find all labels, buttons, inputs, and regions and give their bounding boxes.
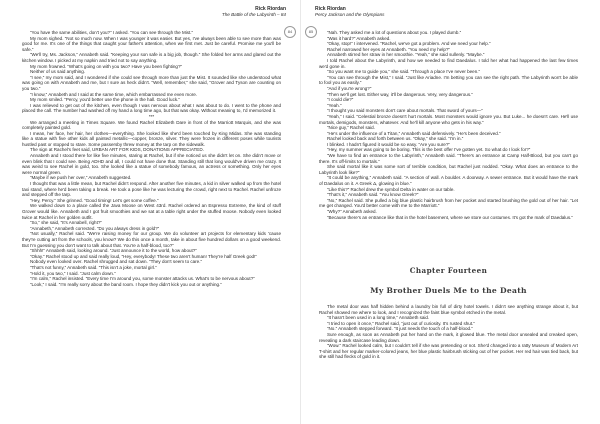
paragraph: “We'll try, Ms. Jackson,” Annabeth said. “Keeping your son safe is a big job, though.” She folded her arms and glared out the kitchen window. I picked at my napkin and tried not to say anything. (22, 52, 281, 63)
right-page (300, 0, 600, 424)
paragraph: I thought that was a little mean, but Rachel didn't respond. After another five minutes, a kid in silver walked up from the hotel taxi stand, where he'd been taking a break. He took a pose like he was lecturing the crowd, right next to Rachel. Rachel unfroze and stepped off the tarp. (22, 181, 281, 198)
paragraph: The sign at Rachel's feet said, URBAN ART FOR KIDS, DONATIONS APPRECIATED. (30, 147, 204, 153)
paragraph: “Like this?” Rachel drew the symbol Delta in water on our table. (327, 186, 455, 192)
paragraph: “Maybe if we push her over,” Annabeth suggested. (30, 175, 132, 181)
header-book-title: The Battle of the Labyrinth – 84 (221, 12, 286, 18)
paragraph: My mom smiled. “Percy, you'd better use the phone in the hall. Good luck.” (30, 97, 180, 103)
header-book-title: Percy Jackson and the Olympians (315, 12, 385, 18)
page-number-marker: 84 (284, 26, 296, 38)
paragraph: “Yeah,” I said. “Celestial bronze doesn't hurt mortals. Most monsters would ignore you. But Luke... he doesn't care. He'll use mortals, demigods, monsters, whatever. And he'll kill anyone who gets in his way.” (319, 113, 578, 125)
paragraph: Sure enough, as soon as Annabeth put her hand on the mark, it glowed blue. The metal door unsealed and creaked open, revealing a dark staircase leading down. (319, 331, 578, 343)
paragraph: “He's under the influence of a Titan,” Annabeth said defensively. “He's been deceived.” (327, 130, 501, 136)
paragraph: I was relieved to get out of the kitchen, even though I was nervous about what I was about to do. I went to the phone and placed the call. The number had washed off my hand a long time ago, but that was okay. Without meaning to, I'd memorized it. (22, 102, 281, 114)
paragraph: “Annabeth,” Annabeth corrected. “Do you always dress in gold?” (30, 225, 160, 231)
paragraph: Annabeth and I stood there for like five minutes, staring at Rachel, but if she noticed us she didn't let on. She didn't move or even blink that I could see. Being ADHD and all, I could not have done that. Standing still that long would've driven me crazy. It was weird to see Rachel in gold, too. She looked like a statue of somebody famous, an actress or something. Only her eyes were normal green. (22, 153, 281, 175)
paragraph: “I tried to open it once,” Rachel said, “just out of curiosity. It's rusted shut.” (327, 320, 475, 326)
paragraph: “No,” Rachel said. She pulled a big blue plastic hairbrush from her pocket and started brushing the gold out of her hair. “Let me get changed. You'd better come with me to the Marriott.” (319, 197, 578, 209)
running-header (315, 7, 384, 17)
paragraph: We walked down to a place called the Java Moose on West 43rd. Rachel ordered an Espresso Extreme, the kind of stuff Grover would like. Annabeth and I got fruit smoothies and we sat at a table right under the stuffed moose. Nobody even looked twice at Rachel in her golden outfit. (22, 203, 281, 220)
page-number-marker: 85 (305, 26, 317, 38)
paragraph: “Was it hard?” Annabeth asked. (327, 35, 391, 41)
paragraph: “I know,” Annabeth and I said at the same time, which embarrassed me even more. (30, 91, 198, 97)
paragraph: “Not usually,” Rachel said. “We're raising money for our group. We do volunteer art projects for elementary kids 'cause they're cutting art from the schools, you know? We do this once a month, take in about five hundred dollars on a good weekend. But I'm guessing you don't want to talk about that. You're a half-blood, too?” (22, 231, 281, 248)
paragraph: “Nice guy,” Rachel said. (327, 125, 375, 131)
paragraph: “Hold it, you two,” I said. “Just calm down.” (30, 270, 116, 276)
paragraph: We arranged a meeting in Times Square. We found Rachel Elizabeth Dare in front of the Marriott Marquis, and she was completely painted gold. (22, 119, 281, 131)
header-author: Rick Riordan (255, 6, 286, 12)
paragraph: “Hey, my summer was going to be boring. This is the best offer I've gotten yet. So what do I look for?” (327, 147, 531, 153)
paragraph: She said mortal like it was some sort of terrible condition, but Rachel just nodded. “Okay. What does an entrance to the Labyrinth look like?” (319, 164, 578, 175)
paragraph: My mom frowned. “What's going on with you two? Have you been fighting?” (30, 63, 183, 69)
paragraph: I told Rachel about the Labyrinth, and how we needed to find Daedalus. I told her what had happened the last few times we'd gone in. (319, 57, 578, 69)
paragraph: “No.” Annabeth stepped forward. “It just needs the touch of a half-blood.” (327, 326, 473, 332)
paragraph: *** (148, 113, 155, 119)
paragraph: “That's not funny,” Annabeth said. “This isn't a joke, mortal girl.” (30, 264, 157, 270)
paragraph: “Shhh!” Annabeth said, looking around. “Just announce it to the world, how about?” (30, 248, 197, 254)
paragraph: “Hey, Percy.” She grinned. “Good timing! Let's get some coffee.” (30, 197, 159, 203)
paragraph: “We have to find an entrance to the Labyrinth,” Annabeth said. “There's an entrance at Camp Half-Blood, but you can't go there. It's off-limits to mortals.” (319, 153, 578, 164)
chapter-label: Chapter Fourteen (409, 266, 488, 275)
chapter-title: My Brother Duels Me to the Death (370, 286, 527, 295)
paragraph: Annabeth stirred her straw in her smoothie. “Yeah,” she said sullenly. “Maybe.” (327, 52, 485, 58)
body-text (22, 30, 281, 287)
header-author: Rick Riordan (315, 6, 346, 12)
paragraph: “Yeah.” (327, 102, 342, 108)
paragraph: Rachel looked back and forth between us. “Okay,” she said. “I'm in.” (327, 136, 464, 142)
paragraph: Nobody even looked over. Rachel shrugged and sat down. “They don't seem to care.” (30, 259, 202, 265)
paragraph: “And if you're wrong?” (327, 85, 372, 91)
paragraph: “It hasn't been used in a long time,” Annabeth said. (327, 315, 430, 321)
paragraph: “Okay, stop!” I intervened. “Rachel, we've got a problem. And we need your help.” (327, 41, 491, 47)
paragraph: “It could be anything,” Annabeth said. “A section of wall. A boulder. A doorway. A sewer entrance. But it would have the mark of Daedalus on it. A Greek Δ, glowing in blue.” (319, 175, 578, 187)
paragraph: “Then we'll get lost. Either way, it'll be dangerous. Very, very dangerous.” (327, 91, 473, 97)
paragraph: “You can see through the Mist,” I said. “Just like Ariadne. I'm betting you can see the right path. The Labyrinth won't be able to fool you as easily.” (319, 74, 578, 86)
paragraph: “I see,” my mom said, and I wondered if she could see through more than just the Mist. It sounded like she understood what was going on with Annabeth and me, but I sure as heck didn't. “Well, remember,” she said, “Grover and Tyson are counting on you two.” (22, 74, 281, 91)
paragraph: I mean, her face, her hair, her clothes—everything. She looked like she'd been touched by King Midas. She was standing like a statue with five other kids all painted metallic—copper, bronze, silver. They were frozen in different poses while tourists hustled past or stopped to stare. Some passersby threw money at the tarp on the sidewalk. (22, 130, 281, 147)
paragraph: My mom sighed. “Not so much now. When I was younger it was easier. But yes, I've always been able to see more than was good for me. It's one of the things that caught your father's attention, when we first met. Just be careful. Promise me you'll be safe.” (22, 35, 281, 52)
paragraph: “Because there's an entrance like that in the hotel basement, where we store our costumes. It's got the mark of Daedalus.” (327, 214, 573, 220)
paragraph: I blinked. I hadn't figured it would be so easy. “Are you sure?” (327, 141, 450, 147)
running-header (222, 7, 286, 17)
paragraph: Neither of us said anything. (30, 69, 86, 75)
body-text (319, 30, 578, 220)
paragraph: “So,” she said, “It's Annabell, right?” (30, 220, 102, 226)
paragraph: Rachel narrowed her eyes at Annabeth. “You need my help?” (327, 46, 450, 52)
body-text (319, 304, 578, 360)
paragraph: The metal door was half hidden behind a laundry bin full of dirty hotel towels. I didn't see anything strange about it, but Rachel showed me where to look, and I recognized the faint blue symbol etched in the metal. (319, 304, 578, 315)
paragraph: “I thought you said monsters don't care about mortals. That sword of yours—” (327, 108, 483, 114)
paragraph: “Okay.” Rachel stood up and said really loud, “Hey, everybody! These two aren't human! They're half Greek god!” (30, 253, 257, 259)
paragraph: “I could die?” (327, 97, 354, 103)
paragraph: “Nah. They asked me a lot of questions about you. I played dumb.” (327, 30, 462, 35)
paragraph: “You have the same abilities, don't you?” I asked. “You can see through the Mist.” (30, 30, 194, 35)
paragraph: “Look,” I said. “I'm really sorry about the band room. I hope they didn't kick you out or anything.” (30, 281, 222, 287)
paragraph: “That's it,” Annabeth said. “You know Greek?” (327, 192, 419, 198)
paragraph: “Wow.” Rachel looked calm, but I couldn't tell if she was pretending or not. She'd changed into a ratty Museum of Modern Art T-shirt and her regular marker-colored jeans, her blue plastic hairbrush sticking out of her pocket. Her red hair was tied back, but she still had flecks of gold in it. (319, 343, 578, 360)
paragraph: “I'm calm,” Rachel insisted. “Every time I'm around you, some monster attacks us. What's to be nervous about?” (30, 276, 255, 282)
paragraph: “So you want me to guide you,” she said. “Through a place I've never been.” (327, 69, 481, 75)
paragraph: “Why?” Annabeth asked. (327, 209, 377, 214)
